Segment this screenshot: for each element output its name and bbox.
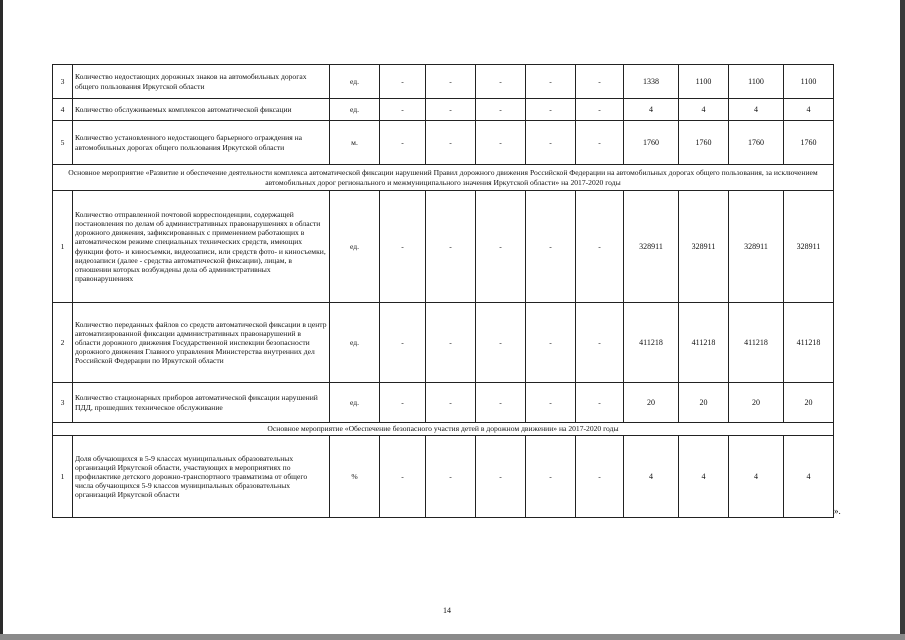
value-2019: 1760 [729, 121, 784, 165]
table-row [53, 65, 834, 99]
table-row [53, 303, 834, 383]
value-2019: 1100 [729, 65, 784, 99]
dash-cell: - [476, 65, 526, 99]
value-2017: 411218 [624, 303, 679, 383]
row-number: 1 [53, 191, 73, 303]
value-2020: 20 [784, 383, 834, 423]
value-2019: 4 [729, 99, 784, 121]
indicator-name: Количество недостающих дорожных знаков на автомобильных дорогах общего пользования Иркутской области [73, 65, 330, 99]
row-number: 1 [53, 435, 73, 517]
table-row [53, 191, 834, 303]
dash-cell: - [526, 99, 576, 121]
dash-cell: - [526, 435, 576, 517]
row-number: 3 [53, 65, 73, 99]
row-number: 3 [53, 383, 73, 423]
indicators-table [52, 64, 834, 518]
value-2019: 328911 [729, 191, 784, 303]
value-2018: 4 [679, 99, 729, 121]
value-2017: 1338 [624, 65, 679, 99]
closing-quote: ». [834, 506, 841, 516]
unit-cell: % [330, 435, 380, 517]
value-2017: 4 [624, 99, 679, 121]
value-2020: 1100 [784, 65, 834, 99]
value-2018: 411218 [679, 303, 729, 383]
dash-cell: - [526, 65, 576, 99]
dash-cell: - [576, 121, 624, 165]
value-2019: 411218 [729, 303, 784, 383]
scan-edge-left [0, 0, 3, 640]
dash-cell: - [426, 303, 476, 383]
dash-cell: - [380, 191, 426, 303]
dash-cell: - [426, 435, 476, 517]
dash-cell: - [426, 121, 476, 165]
dash-cell: - [380, 65, 426, 99]
table-row [53, 121, 834, 165]
dash-cell: - [476, 303, 526, 383]
value-2017: 4 [624, 435, 679, 517]
dash-cell: - [380, 303, 426, 383]
dash-cell: - [380, 435, 426, 517]
value-2018: 4 [679, 435, 729, 517]
value-2020: 328911 [784, 191, 834, 303]
section-title: Основное мероприятие «Развитие и обеспечение деятельности комплекса автоматической фиксации нарушений Правил дорожного движения Российской Федерации на автомобильных дорогах общего пользования, за исключением автомобильных дорог регионального и межмуниципального значения Иркутской области» на 2017-2020 годы [53, 165, 834, 191]
dash-cell: - [576, 65, 624, 99]
dash-cell: - [476, 99, 526, 121]
section-header-row [53, 165, 834, 191]
value-2018: 1760 [679, 121, 729, 165]
section-header-row [53, 423, 834, 436]
unit-cell: ед. [330, 383, 380, 423]
indicator-name: Доля обучающихся в 5-9 классах муниципальных образовательных организаций Иркутской области, участвующих в мероприятиях по профилактике детского дорожно-транспортного травматизма от общего числа обучающихся 5-9 классов муниципальных образовательных организаций Иркутской области [73, 435, 330, 517]
scan-edge-right [900, 0, 905, 640]
value-2020: 4 [784, 99, 834, 121]
indicator-name: Количество установленного недостающего барьерного ограждения на автомобильных дорогах общего пользования Иркутской области [73, 121, 330, 165]
row-number: 2 [53, 303, 73, 383]
value-2017: 328911 [624, 191, 679, 303]
dash-cell: - [476, 191, 526, 303]
unit-cell: ед. [330, 303, 380, 383]
dash-cell: - [526, 191, 576, 303]
dash-cell: - [476, 435, 526, 517]
dash-cell: - [426, 383, 476, 423]
value-2020: 411218 [784, 303, 834, 383]
value-2018: 328911 [679, 191, 729, 303]
dash-cell: - [426, 99, 476, 121]
value-2017: 1760 [624, 121, 679, 165]
page-number: 14 [443, 606, 451, 615]
table-row [53, 383, 834, 423]
dash-cell: - [476, 383, 526, 423]
value-2018: 1100 [679, 65, 729, 99]
unit-cell: ед. [330, 191, 380, 303]
indicator-name: Количество переданных файлов со средств автоматической фиксации в центр автоматизированной фиксации административных правонарушений в области дорожного движения Государственной инспекции безопасности дорожного движения Главного управления Министерства внутренних дел Российской Федерации по Иркутской области [73, 303, 330, 383]
unit-cell: ед. [330, 99, 380, 121]
dash-cell: - [526, 303, 576, 383]
dash-cell: - [426, 191, 476, 303]
dash-cell: - [576, 99, 624, 121]
value-2020: 4 [784, 435, 834, 517]
indicator-name: Количество обслуживаемых комплексов автоматической фиксации [73, 99, 330, 121]
table-row [53, 435, 834, 517]
row-number: 5 [53, 121, 73, 165]
indicator-name: Количество стационарных приборов автоматической фиксации нарушений ПДД, прошедших техническое обслуживание [73, 383, 330, 423]
value-2018: 20 [679, 383, 729, 423]
dash-cell: - [476, 121, 526, 165]
dash-cell: - [576, 435, 624, 517]
section-title: Основное мероприятие «Обеспечение безопасного участия детей в дорожном движении» на 2017-2020 годы [53, 423, 834, 436]
dash-cell: - [526, 121, 576, 165]
row-number: 4 [53, 99, 73, 121]
table-row [53, 99, 834, 121]
unit-cell: м. [330, 121, 380, 165]
value-2019: 4 [729, 435, 784, 517]
dash-cell: - [526, 383, 576, 423]
dash-cell: - [576, 191, 624, 303]
value-2017: 20 [624, 383, 679, 423]
scan-edge-bottom [0, 634, 905, 640]
dash-cell: - [576, 303, 624, 383]
dash-cell: - [576, 383, 624, 423]
dash-cell: - [380, 121, 426, 165]
value-2019: 20 [729, 383, 784, 423]
dash-cell: - [426, 65, 476, 99]
indicator-name: Количество отправленной почтовой корреспонденции, содержащей постановления по делам об административных правонарушениях в области дорожного движения, зафиксированных с применением работающих в автоматическом режиме специальных технических средств, имеющих функции фото- и киносъемки, видеозаписи, или средств фото- и киносъемки, видеозаписи (далее - средства автоматической фиксации), лицам, в отношении которых возбуждены дела об административных правонарушениях [73, 191, 330, 303]
unit-cell: ед. [330, 65, 380, 99]
dash-cell: - [380, 99, 426, 121]
dash-cell: - [380, 383, 426, 423]
value-2020: 1760 [784, 121, 834, 165]
